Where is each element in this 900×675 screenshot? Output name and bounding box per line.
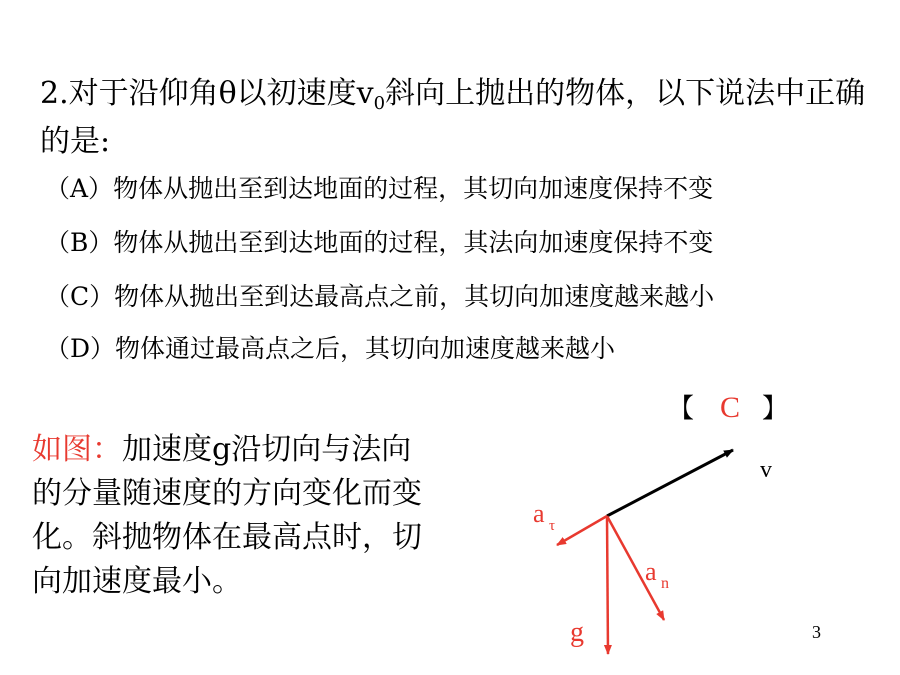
a-tau-arrow	[557, 516, 607, 545]
page-number: 3	[812, 622, 821, 642]
option-a-label: （A）	[45, 174, 114, 203]
a-n-subscript: n	[661, 575, 669, 592]
a-tau-subscript: τ	[549, 518, 556, 534]
option-a-text: 物体从抛出至到达地面的过程，其切向加速度保持不变	[113, 174, 714, 203]
option-b-text: 物体从抛出至到达地面的过程，其法向加速度保持不变	[113, 228, 714, 257]
velocity-arrow	[607, 450, 733, 516]
g-label: g	[570, 617, 584, 648]
option-d-label: （D）	[45, 334, 116, 363]
question-text-before: 对于沿仰角θ以初速度v	[68, 76, 374, 111]
option-c-label: （C）	[45, 282, 115, 311]
a-n-label: a	[645, 557, 657, 586]
explanation-text: 加速度g沿切向与法向的分量随速度的方向变化而变化。斜抛物体在最高点时，切向加速度最小。	[32, 432, 422, 599]
v-label: v	[760, 457, 772, 483]
explanation-lead: 如图：	[32, 432, 122, 467]
answer-open: 【	[668, 394, 695, 424]
g-arrow	[607, 516, 608, 654]
answer-close: 】	[762, 394, 789, 424]
question-subscript: 0	[373, 93, 386, 114]
option-c-text: 物体从抛出至到达最高点之前，其切向加速度越来越小	[114, 282, 715, 311]
question-text-after: 斜向上抛出的物体，以下说法中正确的是:	[40, 76, 866, 159]
option-b-label: （B）	[45, 228, 114, 257]
option-d-text: 物体通过最高点之后，其切向加速度越来越小	[115, 334, 616, 363]
question-number: 2.	[40, 76, 69, 111]
a-tau-label: a	[533, 499, 545, 528]
answer-letter: C	[720, 391, 741, 424]
